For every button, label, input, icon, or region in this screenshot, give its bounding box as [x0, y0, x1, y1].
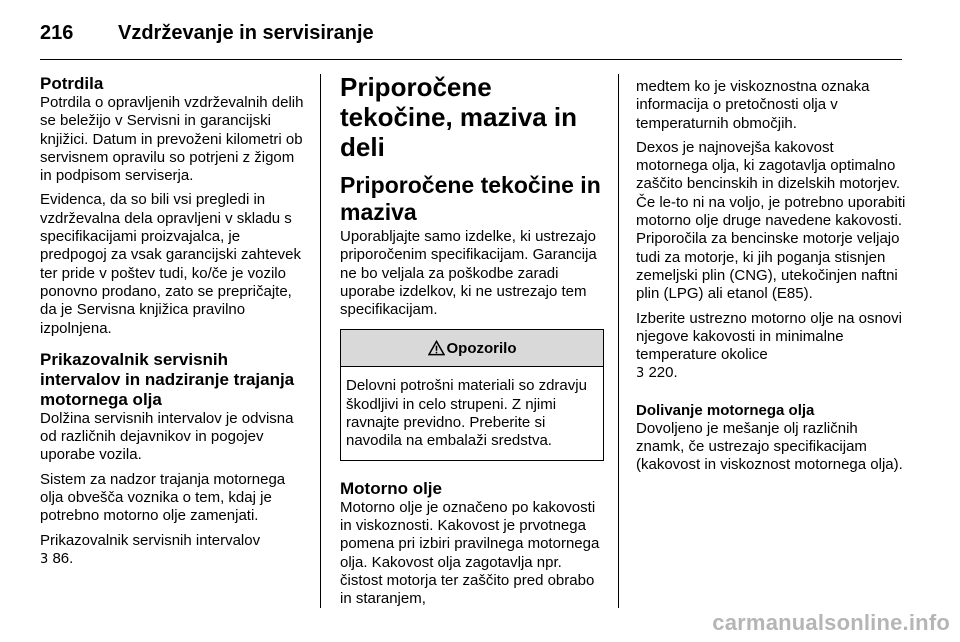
subsection-title: Priporočene tekočine in maziva: [340, 172, 601, 225]
section-title: Priporočene tekočine, maziva in deli: [340, 72, 577, 162]
column-2: [340, 72, 604, 614]
warning-box: [340, 329, 604, 460]
reference-text: Prikazovalnik servisnih intervalov: [40, 531, 261, 549]
column-divider-1: [320, 74, 321, 608]
paragraph: Dovoljeno je mešanje olj različnih znamk, če ustrezajo specifikacijam (kakovost in viskoznost motornega olja).: [636, 419, 903, 474]
heading-prikazovalnik: Prikazovalnik servisnih intervalov in nadziranje trajanja motornega olja: [40, 349, 295, 409]
paragraph: Dexos je najnovejša kakovost motornega olja, ki zagotavlja optimalno zaščito bencinskih in dizelskih motorjev. Če le-to ni na voljo, je potrebno uporabiti motorno olje druge navedene kakovosti. Priporočila za bencinske motorje veljajo tudi za motorje, ki jih poganja stisnjen zemeljski plin (CNG), utekočinjen naftni plin (LPG) ali etanol (E85).: [636, 138, 906, 303]
warning-triangle-icon: [428, 340, 445, 356]
reference-page-link[interactable]: 86.: [48, 549, 74, 567]
warning-title: Opozorilo: [446, 339, 517, 357]
arrow-reference-icon: 3: [636, 366, 645, 382]
warning-body: [341, 367, 603, 459]
header-rule: [40, 59, 902, 60]
warning-text: Delovni potrošni materiali so zdravju škodljivi in celo strupeni. Z njimi ravnajte previdno. Preberite si navodila na embalaži sredstva.: [346, 377, 587, 450]
running-title: Vzdrževanje in servisiranje: [118, 22, 374, 44]
paragraph: Uporabljajte samo izdelke, ki ustrezajo priporočenim specifikacijam. Garancija ne bo veljala za poškodbe zaradi uporabe izdelkov, ki ne ustrezajo tem specifikacijam.: [340, 228, 597, 319]
column-1: [40, 74, 308, 575]
reference-text: Izberite ustrezno motorno olje na osnovi njegove kakovosti in minimalne temperature okolice: [636, 309, 902, 364]
paragraph: Motorno olje je označeno po kakovosti in viskoznosti. Kakovost je prvotnega pomena pri izbiri pravilnega motornega olja. Kakovost olja zagotavlja npr. čistost motorja ter zaščito pred obrabo in staranjem,: [340, 498, 600, 608]
column-divider-2: [618, 74, 619, 608]
paragraph-with-reference: [636, 310, 906, 384]
heading-motorno-olje: Motorno olje: [340, 478, 442, 498]
heading-potrdila: Potrdila: [40, 74, 104, 93]
paragraph: Dolžina servisnih intervalov je odvisna od različnih dejavnikov in pogojev uporabe vozila.: [40, 409, 294, 464]
warning-header: [341, 330, 603, 367]
arrow-reference-icon: 3: [40, 551, 49, 567]
paragraph: Evidenca, da so bili vsi pregledi in vzdrževalna dela opravljeni v skladu s specifikacijami proizvajalca, je predpogoj za vsak garancijski zahtevek ter pride v poštev tudi, ko/če je vozilo ponovno prodano, zato se prepričajte, da je Servisna knjižica pravilno izpolnjena.: [40, 191, 301, 337]
paragraph-with-reference: [40, 532, 308, 570]
watermark: carmanualsonline.info: [712, 610, 950, 635]
reference-page-link[interactable]: 220.: [644, 364, 678, 382]
paragraph: medtem ko je viskoznostna oznaka informacija o pretočnosti olja v temperaturnih območjih.: [636, 78, 870, 132]
page-header: [40, 14, 920, 54]
paragraph: Sistem za nadzor trajanja motornega olja obvešča voznika o tem, kdaj je potrebno motorno olje zamenjati.: [40, 470, 286, 525]
heading-dolivanje: Dolivanje motornega olja: [636, 401, 815, 419]
column-3: [636, 78, 906, 481]
paragraph: Potrdila o opravljenih vzdrževalnih delih se beležijo v Servisni in garancijski knjižici. Datum in prevoženi kilometri ob servisnem opravilu so potrjeni z žigom in podpisom serviserja.: [40, 94, 304, 185]
page-number: 216: [40, 22, 74, 44]
